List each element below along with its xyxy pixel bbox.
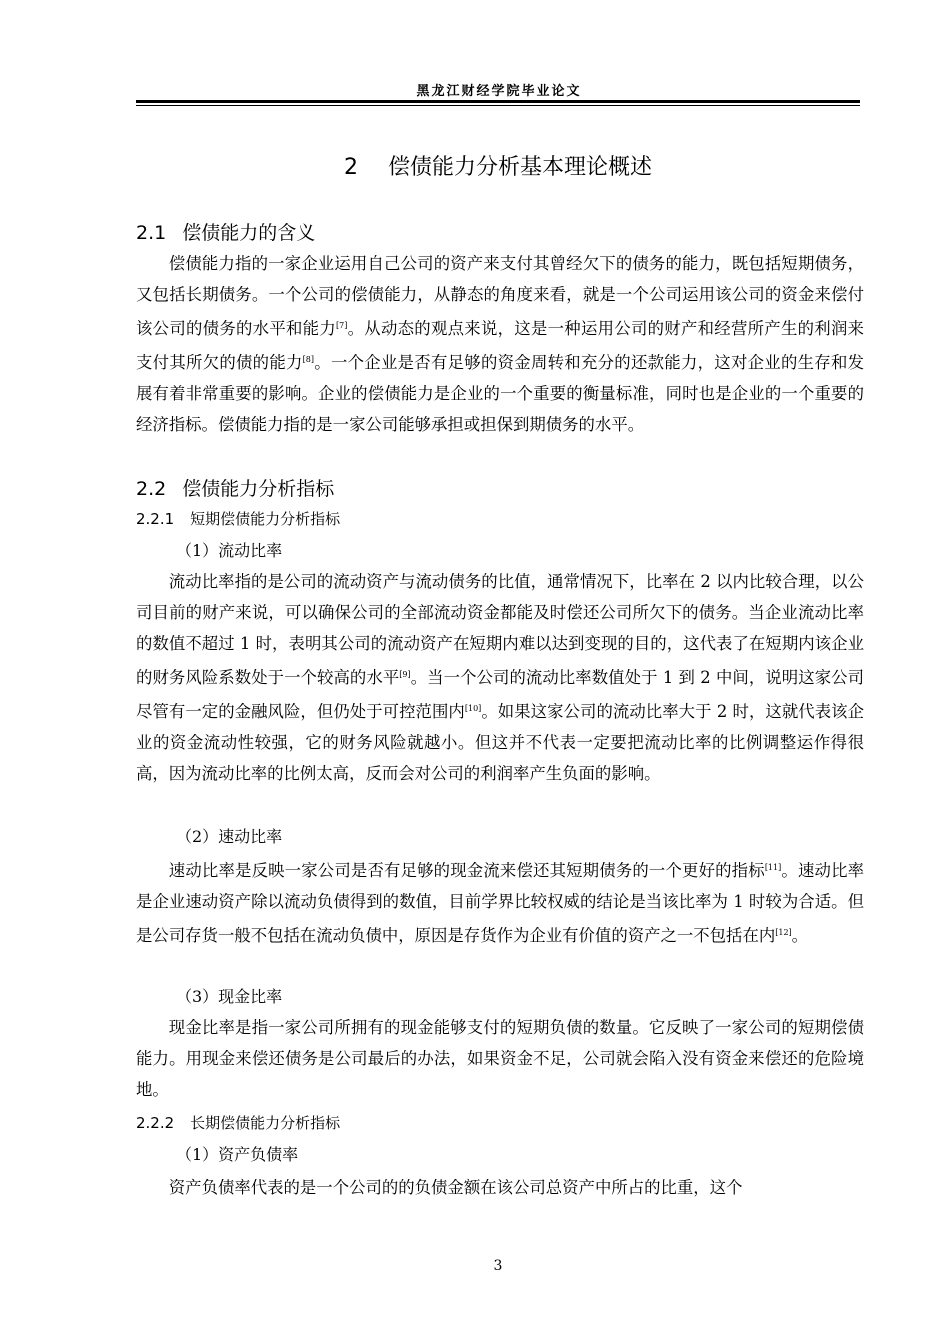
text: 速动比率是反映一家公司是否有足够的现金流来偿还其短期债务的一个更好的指标 [168,861,765,880]
section-title: 偿债能力的含义 [182,222,316,244]
section-number: 2.1 [136,222,167,244]
paragraph-quick-ratio [136,852,864,951]
text: 现金比率是指一家公司所拥有的现金能够支付的短期负债的数量。它反映了一家公司的短期偿债能力。用现金来偿还债务是公司最后的办法，如果资金不足，公司就会陷入没有资金来偿还的危险境地。 [136,1018,864,1099]
chapter-title-text: 偿债能力分析基本理论概述 [387,155,652,180]
subsection-number: 2.2.1 [136,510,175,528]
citation: [7] [336,321,348,330]
item-quick-ratio: （2）速动比率 [176,827,283,846]
paragraph-current-ratio [136,566,864,789]
section-2-2-heading [136,474,334,501]
text: 流动比率指的是公司的流动资产与流动债务的比值，通常情况下，比率在 2 以内比较合理，以公司目前的财产来说，可以确保公司的全部流动资金都能及时偿还公司所欠下的债务。当企业流动比率的数值不超过 1 时，表明其公司的流动资产在短期内难以达到变现的目的，这代表了在短期内该企业的财务风险系数处于一个较高的水平 [136,572,864,687]
header-rule-thick [136,100,860,103]
text: 。速动比率是企业速动资产除以流动负债得到的数值，目前学界比较权威的结论是当该比率为 1 时较为合适。但是公司存货一般不包括在流动负债中，原因是存货作为企业有价值的资产之一不包括在内 [136,861,865,945]
citation: [12] [775,928,792,937]
citation: [10] [464,704,482,713]
chapter-number: 2 [343,155,358,180]
citation: [8] [302,355,315,364]
text: 。 [791,926,809,945]
section-number: 2.2 [136,478,167,500]
citation: [11] [764,863,782,872]
item-current-ratio: （1）流动比率 [176,541,283,560]
page-number: 3 [493,1258,503,1274]
text: 。一个企业是否有足够的资金周转和充分的还款能力，这对企业的生存和发展有着非常重要的影响。企业的偿债能力是企业的一个重要的衡量标准，同时也是企业的一个重要的经济指标。偿债能力指的是一家公司能够承担或担保到期债务的水平。 [136,353,865,434]
paragraph-debt-ratio [136,1172,864,1203]
subsection-number: 2.2.2 [136,1114,175,1132]
text: 资产负债率代表的是一个公司的的负债金额在该公司总资产中所占的比重，这个 [168,1178,743,1197]
subsection-title: 长期偿债能力分析指标 [190,1114,341,1132]
paragraph-cash-ratio [136,1012,864,1105]
section-title: 偿债能力分析指标 [182,478,335,500]
text: 。如果这家公司的流动比率大于 2 时，这就代表该企业的资金流动性较强，它的财务风险就越小。但这并不代表一定要把流动比率的比例调整运作得很高，因为流动比率的比例太高，反而会对公司的利润率产生负面的影响。 [136,702,864,783]
text: 。从动态的观点来说，这是一种运用公司的财产和经营所产生的利润来支付其所欠的债的能力 [136,319,865,372]
chapter-title [136,150,860,181]
citation: [9] [399,670,411,679]
header-rule-thin [136,105,860,106]
text: 偿债能力指的一家企业运用自己公司的资产来支付其曾经欠下的债务的能力，既包括短期债务，又包括长期债务。一个公司的偿债能力，从静态的角度来看，就是一个公司运用该公司的资金来偿付该公司的债务的水平和能力 [136,254,864,338]
subsection-title: 短期偿债能力分析指标 [190,510,341,528]
section-2-1-heading [136,218,315,245]
running-header: 黑龙江财经学院毕业论文 [416,84,582,99]
subsection-2-2-1-heading [136,508,340,529]
item-debt-ratio: （1）资产负债率 [176,1145,299,1164]
text: 。当一个公司的流动比率数值处于 1 到 2 中间，说明这家公司尽管有一定的金融风险，但仍处于可控范围内 [136,668,864,721]
paragraph-solvency-definition [136,248,864,440]
subsection-2-2-2-heading [136,1112,340,1133]
item-cash-ratio: （3）现金比率 [176,987,283,1006]
